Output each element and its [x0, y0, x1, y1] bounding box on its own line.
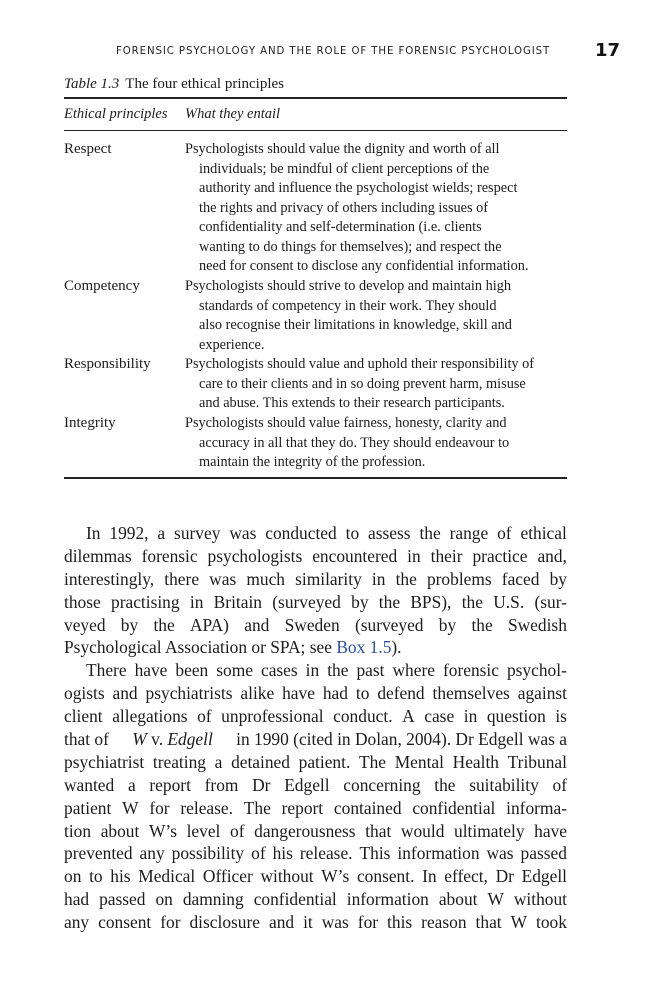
paragraph-line: had passed on damning confidential information about W without [64, 889, 567, 910]
paragraph-line: wanted a report from Dr Edgell concerning the suitability of [64, 774, 567, 795]
column-header-entail: What they entail [185, 106, 281, 122]
paragraph-line: prevented any possibility of his release. This information was passed [64, 843, 567, 864]
definition-line: need for consent to disclose any confidential information. [199, 258, 529, 274]
principle-definition [185, 355, 570, 414]
running-head [64, 40, 620, 64]
definition-line: individuals; be mindful of client perceptions of the [199, 160, 490, 177]
paragraph-line: psychiatrist treating a detained patient. The Mental Health Tribunal [64, 751, 567, 772]
paragraph-line: any consent for disclosure and it was for this reason that W took [64, 912, 567, 933]
table-bottom-rule [64, 477, 567, 479]
definition-line: Psychologists should value fairness, honesty, clarity and [185, 415, 507, 431]
paragraph-line: There have been some cases in the past where forensic psychol- [86, 660, 567, 681]
paragraph-line: interestingly, there was much similarity in the problems faced by [64, 568, 567, 589]
principle-definition [185, 414, 570, 473]
table-caption-text: The four ethical principles [125, 76, 284, 92]
definition-line: authority and influence the psychologist wields; respect [199, 180, 518, 196]
principle-term: Responsibility [64, 356, 151, 372]
definition-line: Psychologists should strive to develop and maintain high [185, 278, 512, 294]
principle-definition [185, 277, 570, 355]
paragraph-line: those practising in Britain (surveyed by the BPS), the U.S. (sur- [64, 591, 567, 612]
definition-line: experience. [199, 336, 265, 353]
paragraph-line: dilemmas forensic psychologists encountered in their practice and, [64, 545, 567, 566]
principle-term: Respect [64, 141, 112, 157]
case-intro: that of [64, 729, 109, 750]
table-top-rule [64, 97, 567, 99]
case-party-w: W [132, 729, 147, 750]
definition-line: maintain the integrity of the profession. [199, 454, 426, 470]
definition-line: standards of competency in their work. They should [199, 297, 497, 314]
principle-term: Competency [64, 278, 140, 294]
case-party-edgell: Edgell [167, 729, 213, 750]
column-header-principles: Ethical principles [64, 106, 168, 122]
box-1-5-link[interactable]: Box 1.5 [336, 637, 392, 658]
page-number: 17 [594, 40, 620, 61]
table-caption-label: Table 1.3 [64, 76, 120, 92]
definition-line: wanting to do things for themselves); and respect the [199, 238, 502, 255]
running-title: FORENSIC PSYCHOLOGY AND THE ROLE OF THE FORENSIC PSYCHOLOGIST [116, 46, 551, 57]
definition-line: Psychologists should value the dignity and worth of all [185, 141, 500, 157]
principle-definition [185, 140, 570, 277]
definition-line: also recognise their limitations in knowledge, skill and [199, 317, 512, 333]
case-versus: v. [151, 729, 164, 750]
table-header-rule [64, 130, 567, 131]
paragraph-line: client allegations of unprofessional conduct. A case in question is [64, 706, 567, 727]
paragraph-line [64, 636, 567, 659]
paragraph-line: ogists and psychiatrists alike have had to defend themselves against [64, 683, 567, 704]
definition-line: care to their clients and in so doing prevent harm, misuse [199, 375, 526, 392]
definition-line: and abuse. This extends to their research participants. [199, 395, 505, 411]
body-text [64, 522, 567, 934]
paragraph-line: veyed by the APA) and Sweden (surveyed by the Swedish [64, 614, 567, 635]
paragraph-line-end: ). [391, 637, 402, 658]
paragraph-line-case [64, 728, 567, 751]
principle-term: Integrity [64, 415, 116, 431]
paragraph-line: In 1992, a survey was conducted to assess the range of ethical [86, 523, 567, 543]
paragraph-line-text: Psychological Association or SPA; see [64, 637, 332, 658]
case-detail: in 1990 (cited in Dolan, 2004). Dr Edgell was a [236, 729, 567, 750]
definition-line: Psychologists should value and uphold their responsibility of [185, 356, 535, 372]
definition-line: confidentiality and self-determination (i.e. clients [199, 219, 482, 235]
paragraph-line: patient W for release. The report contained confidential informa- [64, 797, 567, 818]
case-name [132, 728, 213, 751]
paragraph-line: tion about W’s level of dangerousness that would ultimately have [64, 820, 567, 841]
definition-line: the rights and privacy of others including issues of [199, 199, 489, 216]
paragraph-line: on to his Medical Officer without W’s consent. In effect, Dr Edgell [64, 866, 567, 887]
definition-line: accuracy in all that they do. They should endeavour to [199, 434, 510, 451]
table-caption [64, 76, 284, 93]
